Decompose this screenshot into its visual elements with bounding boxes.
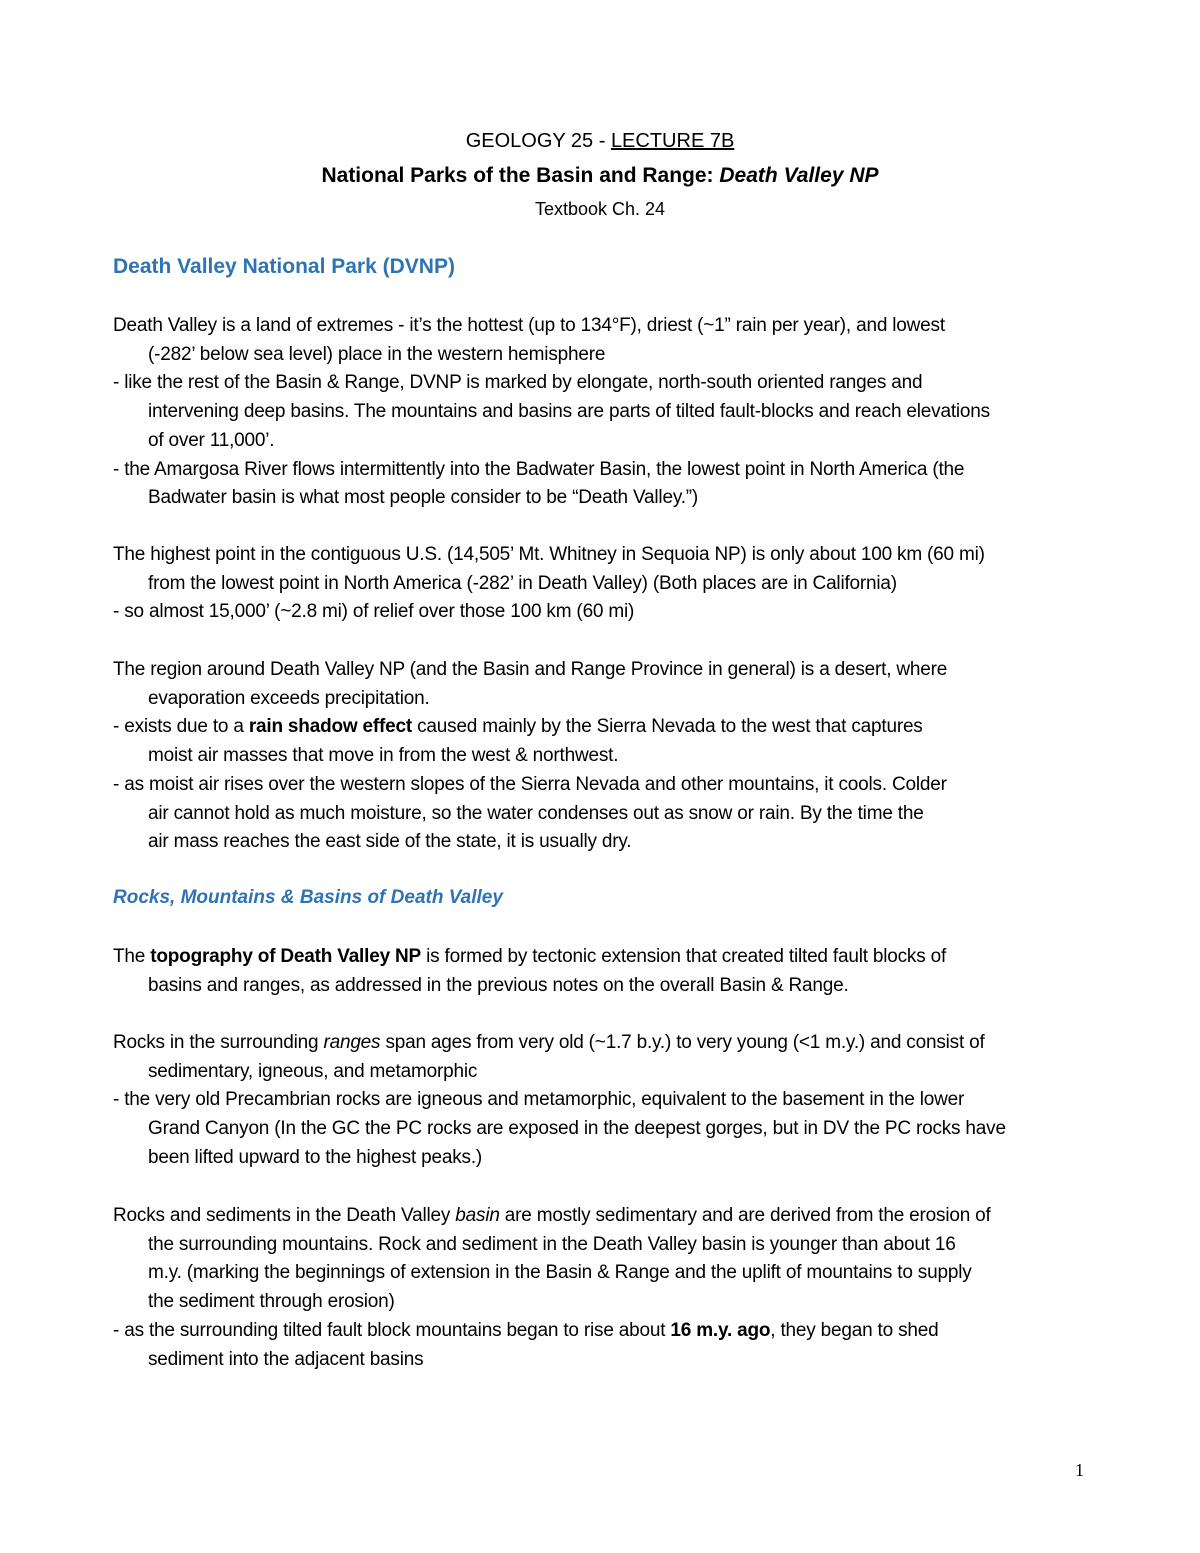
course-label: GEOLOGY 25 -	[465, 130, 611, 152]
textbook-reference: Textbook Ch. 24	[534, 199, 666, 219]
text-line: sedimentary, igneous, and metamorphic	[148, 1060, 478, 1082]
paragraph-relief	[113, 541, 1153, 627]
text-line: Badwater basin is what most people consider to be “Death Valley.”)	[148, 487, 699, 509]
bold-term: rain shadow effect	[248, 716, 413, 738]
text-line: - as the surrounding tilted fault block mountains began to rise about 16 m.y. ago, they began to shed	[113, 1319, 939, 1341]
text-line: of over 11,000’.	[148, 429, 275, 451]
text-line: Death Valley is a land of extremes - it’s the hottest (up to 134°F), driest (~1” rain per year), and lowest	[113, 315, 945, 336]
text-line: The region around Death Valley NP (and the Basin and Range Province in general) is a desert, where	[113, 659, 948, 680]
text-line: Grand Canyon (In the GC the PC rocks are exposed in the deepest gorges, but in DV the PC rocks have	[148, 1118, 1006, 1140]
text-line: been lifted upward to the highest peaks.)	[148, 1146, 483, 1168]
text-line: intervening deep basins. The mountains and basins are parts of tilted fault-blocks and reach elevations	[148, 401, 990, 423]
text-line: air mass reaches the east side of the state, it is usually dry.	[148, 831, 632, 853]
page-number: 1	[1075, 1460, 1084, 1480]
course-heading	[0, 130, 1200, 153]
lecture-label: LECTURE 7B	[610, 130, 735, 152]
paragraph-basin	[113, 1202, 1153, 1374]
text-line: evaporation exceeds precipitation.	[148, 687, 430, 709]
text-line: The topography of Death Valley NP is formed by tectonic extension that created tilted fault blocks of	[113, 946, 947, 967]
text-line: air cannot hold as much moisture, so the water condenses out as snow or rain. By the time the	[148, 802, 924, 824]
text-line: Rocks in the surrounding ranges span ages from very old (~1.7 b.y.) to very young (<1 m.y.) and consist of	[113, 1032, 985, 1053]
text-line: - exists due to a rain shadow effect caused mainly by the Sierra Nevada to the west that captures	[113, 716, 923, 738]
text-line: the sediment through erosion)	[148, 1291, 395, 1313]
text-line: moist air masses that move in from the west & northwest.	[148, 745, 619, 767]
text-line: sediment into the adjacent basins	[148, 1348, 424, 1370]
text-line: the surrounding mountains. Rock and sediment in the Death Valley basin is younger than about 16	[148, 1233, 956, 1255]
bold-term: topography of Death Valley NP	[150, 946, 422, 967]
text-line: from the lowest point in North America (-282’ in Death Valley) (Both places are in California)	[148, 572, 897, 594]
text-line: Rocks and sediments in the Death Valley basin are mostly sedimentary and are derived from the erosion of	[113, 1205, 991, 1226]
text-line: - the very old Precambrian rocks are igneous and metamorphic, equivalent to the basement in the lower	[113, 1089, 965, 1111]
paragraph-ranges	[113, 1029, 1153, 1173]
italic-term: basin	[455, 1205, 500, 1226]
text-line: basins and ranges, as addressed in the previous notes on the overall Basin & Range.	[148, 974, 849, 996]
paragraph-topography	[113, 943, 1153, 1000]
title-italic: Death Valley NP	[719, 164, 879, 187]
paragraph-desert	[113, 656, 1153, 857]
text-line: The highest point in the contiguous U.S. (14,505’ Mt. Whitney in Sequoia NP) is only about 100 km (60 mi)	[113, 544, 985, 565]
text-line: - as moist air rises over the western slopes of the Sierra Nevada and other mountains, it cools. Colder	[113, 773, 947, 795]
bold-term: 16 m.y. ago	[670, 1319, 771, 1341]
title-main: National Parks of the Basin and Range:	[321, 164, 720, 187]
section-heading-dvnp: Death Valley National Park (DVNP)	[113, 255, 455, 278]
paragraph-extremes	[113, 312, 1153, 513]
text-line: m.y. (marking the beginnings of extension in the Basin & Range and the uplift of mountains to supply	[148, 1262, 972, 1284]
document-title	[0, 164, 1200, 188]
section-heading-rocks: Rocks, Mountains & Basins of Death Valley	[113, 887, 503, 908]
text-line: - like the rest of the Basin & Range, DVNP is marked by elongate, north-south oriented ranges and	[113, 372, 923, 394]
italic-term: ranges	[323, 1032, 381, 1053]
text-line: - the Amargosa River flows intermittently into the Badwater Basin, the lowest point in North America (the	[113, 458, 965, 480]
text-line: (-282’ below sea level) place in the western hemisphere	[148, 343, 606, 365]
text-line: - so almost 15,000’ (~2.8 mi) of relief over those 100 km (60 mi)	[113, 601, 635, 623]
